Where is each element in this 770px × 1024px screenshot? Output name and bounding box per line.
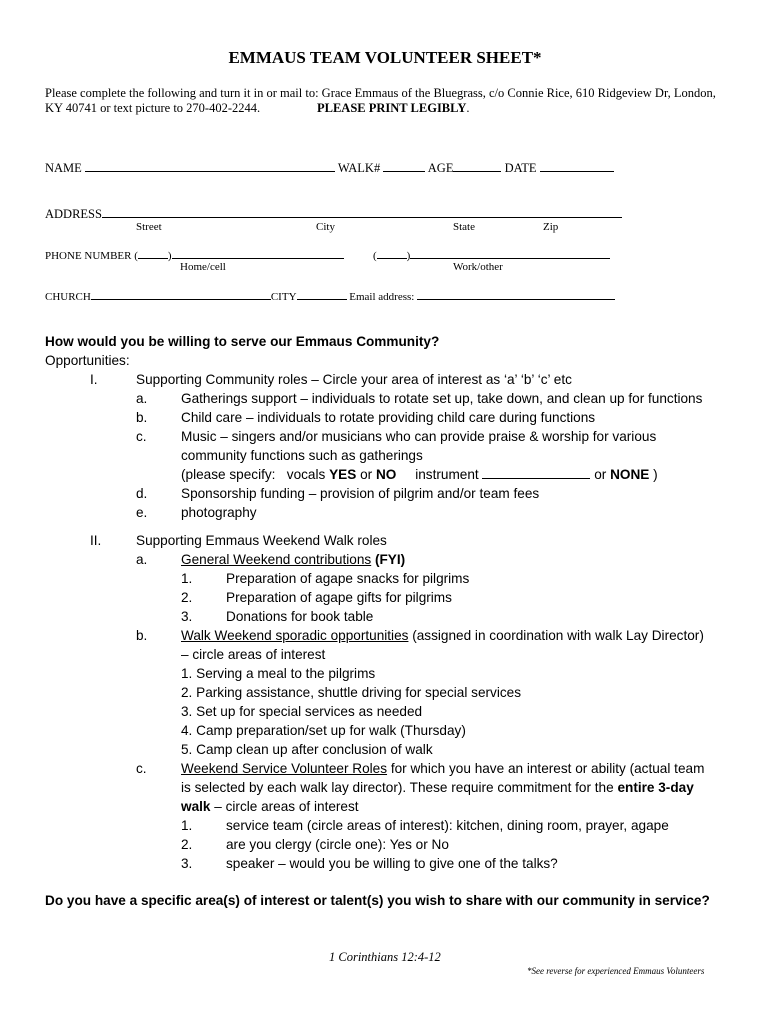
church-input[interactable] <box>91 288 271 300</box>
city-label: CITY <box>270 291 297 303</box>
email-label: Email address: <box>349 291 415 303</box>
section-1-heading: Supporting Community roles – Circle your area of interest as ‘a’ ‘b’ ‘c’ etc <box>136 372 572 387</box>
s2-b-item-1: 1. Serving a meal to the pilgrims <box>181 666 376 681</box>
phone-paren-close: ) <box>167 250 172 262</box>
serve-question: How would you be willing to serve our Emmaus Community? <box>45 334 440 349</box>
s2-c-item-2-num: 2. <box>181 837 193 852</box>
s1-c-text-3: (please specify: vocals YES or NO instrument or NONE ) <box>181 467 658 482</box>
reverse-note: *See reverse for experienced Emmaus Volunteers <box>527 966 705 976</box>
s1-c-letter: c. <box>136 429 147 444</box>
age-label: AGE <box>427 161 454 175</box>
s1-e-text: photography <box>181 505 257 520</box>
s2-a-item-1: Preparation of agape snacks for pilgrims <box>226 571 470 586</box>
date-label: DATE <box>504 161 537 175</box>
s2-a-letter: a. <box>136 552 148 567</box>
church-city-input[interactable] <box>297 288 347 300</box>
phone-work-paren-open: ( <box>373 250 377 262</box>
zip-caption: Zip <box>543 221 559 233</box>
s2-b-item-5: 5. Camp clean up after conclusion of walk <box>181 742 433 757</box>
s2-c-item-3-num: 3. <box>181 856 193 871</box>
phone-work-area-input[interactable] <box>377 247 407 259</box>
phone-work-row <box>373 247 610 262</box>
s2-c-item-2: are you clergy (circle one): Yes or No <box>226 837 449 852</box>
s2-a-item-1-num: 1. <box>181 571 193 586</box>
s2-c-line-3: walk – circle areas of interest <box>181 799 359 814</box>
print-notice: PLEASE PRINT LEGIBLY. <box>317 101 470 115</box>
work-other-caption: Work/other <box>453 261 503 273</box>
vocals-yes: YES <box>329 467 357 482</box>
phone-label: PHONE NUMBER <box>45 250 132 262</box>
phone-row <box>45 247 344 262</box>
state-caption: State <box>453 221 475 233</box>
section-1-numeral: I. <box>90 372 98 387</box>
church-label: CHURCH <box>45 291 91 303</box>
name-input[interactable] <box>85 160 335 172</box>
phone-paren-open: ( <box>134 250 138 262</box>
s2-a-item-3-num: 3. <box>181 609 193 624</box>
s1-d-letter: d. <box>136 486 148 501</box>
s2-b-item-3: 3. Set up for special services as needed <box>181 704 423 719</box>
s2-a-item-2-num: 2. <box>181 590 193 605</box>
s1-c-text-1: Music – singers and/or musicians who can provide praise & worship for various <box>181 429 657 444</box>
home-cell-caption: Home/cell <box>180 261 226 273</box>
section-2-numeral: II. <box>90 533 102 548</box>
intro-line-1: Please complete the following and turn it in or mail to: Grace Emmaus of the Bluegrass, c/o Connie Rice, 610 Ridgeview Dr, London, <box>45 86 716 100</box>
s2-a-item-2: Preparation of agape gifts for pilgrims <box>226 590 452 605</box>
page-title: EMMAUS TEAM VOLUNTEER SHEET* <box>228 48 542 67</box>
s2-a-item-3: Donations for book table <box>226 609 374 624</box>
church-row <box>45 288 615 303</box>
s2-c-item-1: service team (circle areas of interest): kitchen, dining room, prayer, agape <box>226 818 669 833</box>
intro-line-2: KY 40741 or text picture to 270-402-2244. <box>45 101 261 115</box>
s1-b-letter: b. <box>136 410 148 425</box>
date-input[interactable] <box>540 160 614 172</box>
phone-area-input[interactable] <box>138 247 168 259</box>
vocals-no: NO <box>375 467 397 482</box>
email-input[interactable] <box>417 288 615 300</box>
phone-home-input[interactable] <box>172 247 344 259</box>
bible-verse: 1 Corinthians 12:4-12 <box>329 950 441 964</box>
s2-a-title: General Weekend contributions (FYI) <box>181 552 406 567</box>
s2-c-title: Weekend Service Volunteer Roles for which you have an interest or ability (actual team <box>181 761 705 776</box>
name-label: NAME <box>45 161 82 175</box>
instrument-input[interactable] <box>482 467 590 479</box>
walk-label: WALK# <box>337 161 381 175</box>
opportunities-label: Opportunities: <box>45 353 130 368</box>
s1-a-letter: a. <box>136 391 148 406</box>
s2-b-item-2: 2. Parking assistance, shuttle driving for special services <box>181 685 522 700</box>
final-question: Do you have a specific area(s) of interest or talent(s) you wish to share with our community in service? <box>45 893 710 908</box>
s2-b-item-4: 4. Camp preparation/set up for walk (Thursday) <box>181 723 466 738</box>
s1-b-text: Child care – individuals to rotate providing child care during functions <box>181 410 596 425</box>
s2-c-letter: c. <box>136 761 147 776</box>
s1-d-text: Sponsorship funding – provision of pilgrim and/or team fees <box>181 486 540 501</box>
s2-c-line-2: is selected by each walk lay director). These require commitment for the entire 3-day <box>181 780 694 795</box>
section-2-heading: Supporting Emmaus Weekend Walk roles <box>136 533 387 548</box>
s2-c-item-3: speaker – would you be willing to give one of the talks? <box>226 856 558 871</box>
s1-a-text: Gatherings support – individuals to rotate set up, take down, and clean up for functions <box>181 391 703 406</box>
age-input[interactable] <box>453 160 501 172</box>
s2-b-line-2: – circle areas of interest <box>181 647 326 662</box>
s2-c-item-1-num: 1. <box>181 818 193 833</box>
s1-e-letter: e. <box>136 505 148 520</box>
phone-work-paren-close: ) <box>406 250 411 262</box>
city-caption: City <box>316 221 335 233</box>
walk-input[interactable] <box>383 160 425 172</box>
s1-c-text-2: community functions such as gatherings <box>181 448 423 463</box>
instrument-none: NONE <box>610 467 650 482</box>
address-label: ADDRESS <box>45 207 102 221</box>
address-input[interactable] <box>102 206 622 218</box>
name-row <box>45 160 614 176</box>
s2-b-title: Walk Weekend sporadic opportunities (assigned in coordination with walk Lay Director) <box>181 628 704 643</box>
address-row <box>45 206 622 222</box>
street-caption: Street <box>136 221 162 233</box>
s2-b-letter: b. <box>136 628 148 643</box>
phone-work-input[interactable] <box>410 247 610 259</box>
